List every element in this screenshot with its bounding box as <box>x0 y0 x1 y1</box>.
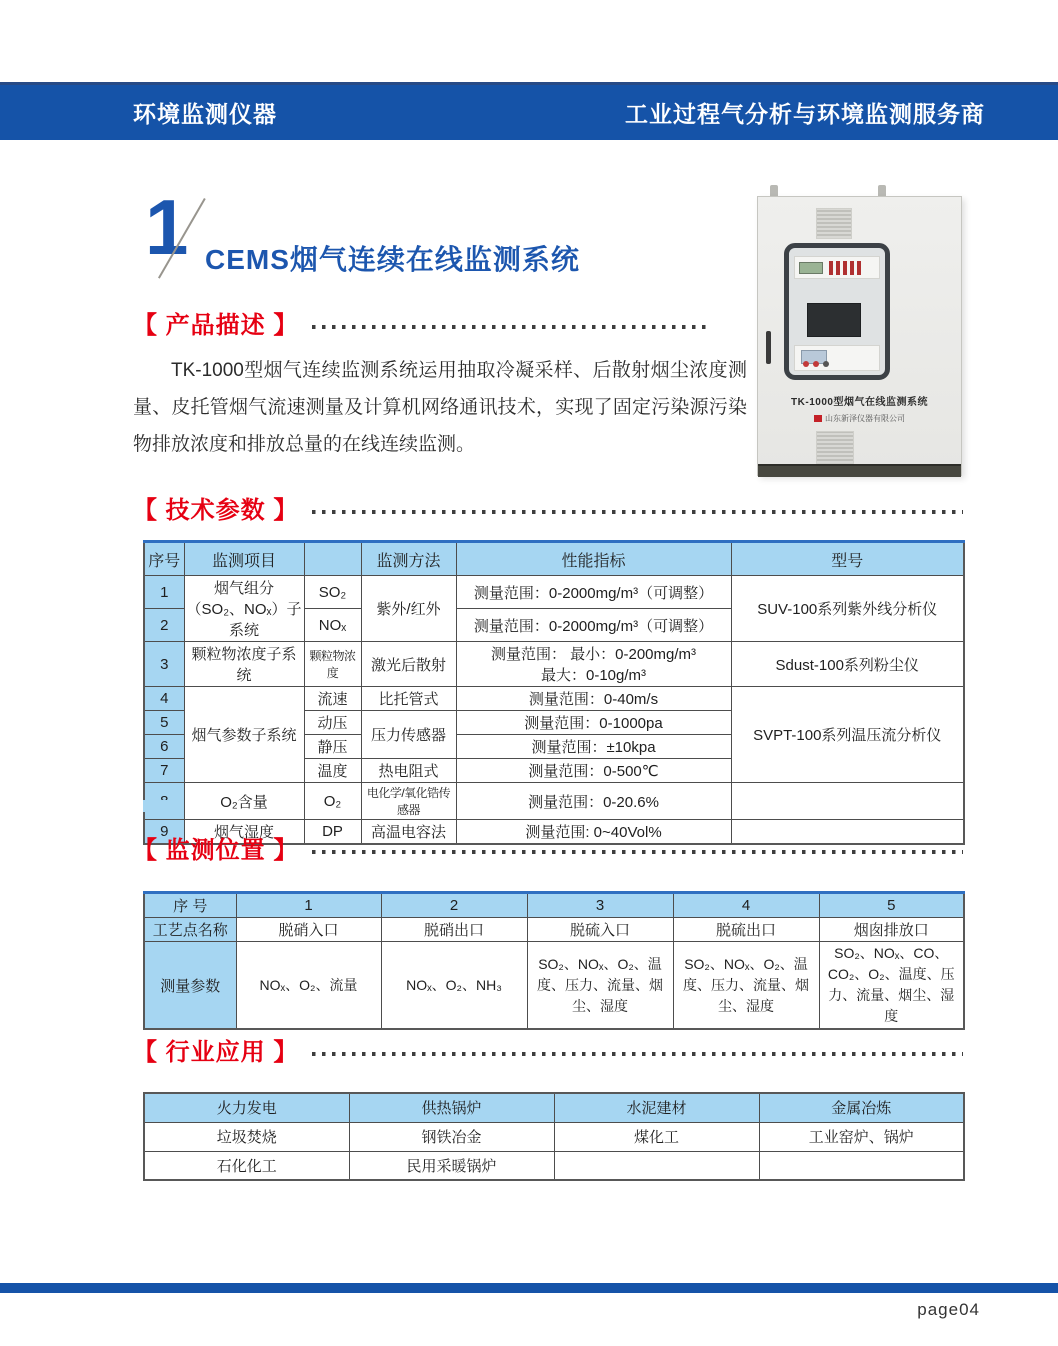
company-logo-mark <box>814 415 822 422</box>
lcd-display-icon <box>799 262 823 274</box>
cell-param: 颗粒物浓度 <box>304 642 361 687</box>
col-header-no: 序号 <box>144 542 184 576</box>
cabinet-model-label: TK-1000型烟气在线监测系统 <box>791 397 928 408</box>
cell-no: 9 <box>144 820 184 845</box>
tech-params-table <box>143 540 965 845</box>
table-row <box>144 1122 964 1151</box>
cell-item: 烟气组分（SO₂、NOₓ）子系统 <box>184 576 304 642</box>
cell-no: 6 <box>144 735 184 759</box>
cell-method: 高温电容法 <box>361 820 456 845</box>
cell-model: SUV-100系列紫外线分析仪 <box>731 576 964 642</box>
cell-param: DP <box>304 820 361 845</box>
cell-point: 脱硝入口 <box>236 918 381 942</box>
cell-point: 脱硫入口 <box>527 918 673 942</box>
industry-application-table <box>143 1092 965 1181</box>
monitor-position-table <box>143 891 965 1030</box>
cabinet-body <box>757 196 962 476</box>
heading-label: 【 行业应用 】 <box>133 1038 299 1066</box>
decorative-blue-tab <box>143 800 184 812</box>
button-icon <box>813 361 819 367</box>
cell-range <box>456 642 731 687</box>
cabinet-photo <box>752 183 966 483</box>
company-name: 山东新泽仪器有限公司 <box>825 414 905 423</box>
top-banner <box>0 82 1058 140</box>
vent-grille-icon <box>816 208 852 239</box>
cell-params: NOₓ、O₂、NH₃ <box>381 942 527 1030</box>
banner-left-title: 环境监测仪器 <box>133 101 277 127</box>
table-row <box>144 783 964 820</box>
table-header-row <box>144 893 964 918</box>
cell-point: 脱硫出口 <box>673 918 819 942</box>
button-icon <box>803 361 809 367</box>
button-icon <box>823 361 829 367</box>
industry-header: 水泥建材 <box>554 1093 759 1122</box>
cell-no: 1 <box>236 893 381 918</box>
cell-no: 4 <box>144 687 184 711</box>
industry-header: 供热锅炉 <box>349 1093 554 1122</box>
cell-range: 测量范围：0-20.6% <box>456 783 731 820</box>
range-line-1: 测量范围： 最小：0-200mg/m³ <box>490 646 697 663</box>
industry-cell <box>554 1151 759 1180</box>
industry-cell: 煤化工 <box>554 1122 759 1151</box>
dotted-leader <box>312 510 963 514</box>
cell-item: 颗粒物浓度子系统 <box>184 642 304 687</box>
cell-param: 动压 <box>304 711 361 735</box>
row-header-params: 测量参数 <box>144 942 236 1030</box>
col-header-item: 监测项目 <box>184 542 304 576</box>
cell-range: 测量范围：0-500℃ <box>456 759 731 783</box>
industry-application-heading <box>133 1032 963 1066</box>
cell-no: 4 <box>673 893 819 918</box>
table-row <box>144 1151 964 1180</box>
cell-param: O₂ <box>304 783 361 820</box>
cell-no: 5 <box>819 893 964 918</box>
dotted-leader <box>312 325 708 329</box>
cell-no: 3 <box>144 642 184 687</box>
cell-point: 烟囱排放口 <box>819 918 964 942</box>
control-panel <box>794 345 880 371</box>
industry-cell <box>759 1151 964 1180</box>
cell-method: 激光后散射 <box>361 642 456 687</box>
cell-no: 1 <box>144 576 184 609</box>
heading-label: 【 产品描述 】 <box>133 311 299 339</box>
industry-header: 火力发电 <box>144 1093 349 1122</box>
cell-param: 流速 <box>304 687 361 711</box>
cell-item: 烟气湿度 <box>184 820 304 845</box>
cell-item: O₂含量 <box>184 783 304 820</box>
product-description-heading <box>133 305 708 339</box>
dotted-leader <box>312 850 963 854</box>
table-row <box>144 687 964 711</box>
section-number: 1 <box>145 183 189 271</box>
cell-no: 7 <box>144 759 184 783</box>
banner-right-title: 工业过程气分析与环境监测服务商 <box>625 101 985 127</box>
cabinet-company-label <box>758 413 961 424</box>
cell-model: SVPT-100系列温压流分析仪 <box>731 687 964 783</box>
industry-header: 金属冶炼 <box>759 1093 964 1122</box>
cell-no: 3 <box>527 893 673 918</box>
heading-label: 【 监测位置 】 <box>133 836 299 864</box>
cell-method: 热电阻式 <box>361 759 456 783</box>
page-number: page04 <box>917 1300 980 1319</box>
tech-params-heading <box>133 490 963 524</box>
row-header-point: 工艺点名称 <box>144 918 236 942</box>
cell-item: 烟气参数子系统 <box>184 687 304 783</box>
table-row <box>144 918 964 942</box>
monitor-position-heading <box>133 830 963 864</box>
cell-method: 电化学/氧化锆传感器 <box>361 783 456 820</box>
cell-params: SO₂、NOₓ、O₂、温度、压力、流量、烟尘、湿度 <box>673 942 819 1030</box>
product-description-text: TK-1000型烟气连续监测系统运用抽取冷凝采样、后散射烟尘浓度测量、皮托管烟气流速测量及计算机网络通讯技术，实现了固定污染源污染物排放浓度和排放总量的在线连续监测。 <box>133 360 747 455</box>
cell-range: 测量范围：±10kpa <box>456 735 731 759</box>
table-header-row <box>144 1093 964 1122</box>
section-title: CEMS烟气连续在线监测系统 <box>205 244 580 275</box>
cell-params: SO₂、NOₓ、O₂、温度、压力、流量、烟尘、湿度 <box>527 942 673 1030</box>
industry-cell: 垃圾焚烧 <box>144 1122 349 1151</box>
cell-range: 测量范围：0-2000mg/m³（可调整） <box>456 576 731 609</box>
industry-cell: 民用采暖锅炉 <box>349 1151 554 1180</box>
cell-point: 脱硝出口 <box>381 918 527 942</box>
door-handle-icon <box>766 331 771 364</box>
cell-param: NOₓ <box>304 609 361 642</box>
col-header-method: 监测方法 <box>361 542 456 576</box>
analyzer-panel <box>794 256 880 279</box>
heading-label: 【 技术参数 】 <box>133 496 299 524</box>
cell-no: 2 <box>144 609 184 642</box>
footer-bar <box>0 1283 1058 1293</box>
vent-grille-icon <box>816 431 854 464</box>
col-header-performance: 性能指标 <box>456 542 731 576</box>
cabinet-window <box>784 243 890 380</box>
cell-param: SO₂ <box>304 576 361 609</box>
range-line-2: 最大：0-10g/m³ <box>540 667 647 684</box>
table-header-row <box>144 542 964 576</box>
keypad-icon <box>829 261 863 275</box>
screen-icon <box>807 303 861 337</box>
cell-param: 静压 <box>304 735 361 759</box>
cell-params: NOₓ、O₂、流量 <box>236 942 381 1030</box>
table-row <box>144 942 964 1030</box>
cell-params: SO₂、NOₓ、CO、CO₂、O₂、温度、压力、流量、烟尘、湿度 <box>819 942 964 1030</box>
row-header-no: 序 号 <box>144 893 236 918</box>
cabinet-base <box>758 464 961 477</box>
table-row <box>144 576 964 609</box>
col-header-model: 型号 <box>731 542 964 576</box>
industry-cell: 石化化工 <box>144 1151 349 1180</box>
col-header-param <box>304 542 361 576</box>
cell-range: 测量范围：0-40m/s <box>456 687 731 711</box>
industry-cell: 工业窑炉、锅炉 <box>759 1122 964 1151</box>
table-row <box>144 642 964 687</box>
cell-method: 压力传感器 <box>361 711 456 759</box>
cell-range: 测量范围: 0~40Vol% <box>456 820 731 845</box>
cell-model: Sdust-100系列粉尘仪 <box>731 642 964 687</box>
industry-cell: 钢铁冶金 <box>349 1122 554 1151</box>
cell-method: 紫外/红外 <box>361 576 456 642</box>
cell-model <box>731 783 964 820</box>
dotted-leader <box>312 1052 963 1056</box>
cell-no: 5 <box>144 711 184 735</box>
cell-param: 温度 <box>304 759 361 783</box>
cell-range: 测量范围：0-2000mg/m³（可调整） <box>456 609 731 642</box>
cell-range: 测量范围：0-1000pa <box>456 711 731 735</box>
cell-no: 2 <box>381 893 527 918</box>
cell-method: 比托管式 <box>361 687 456 711</box>
